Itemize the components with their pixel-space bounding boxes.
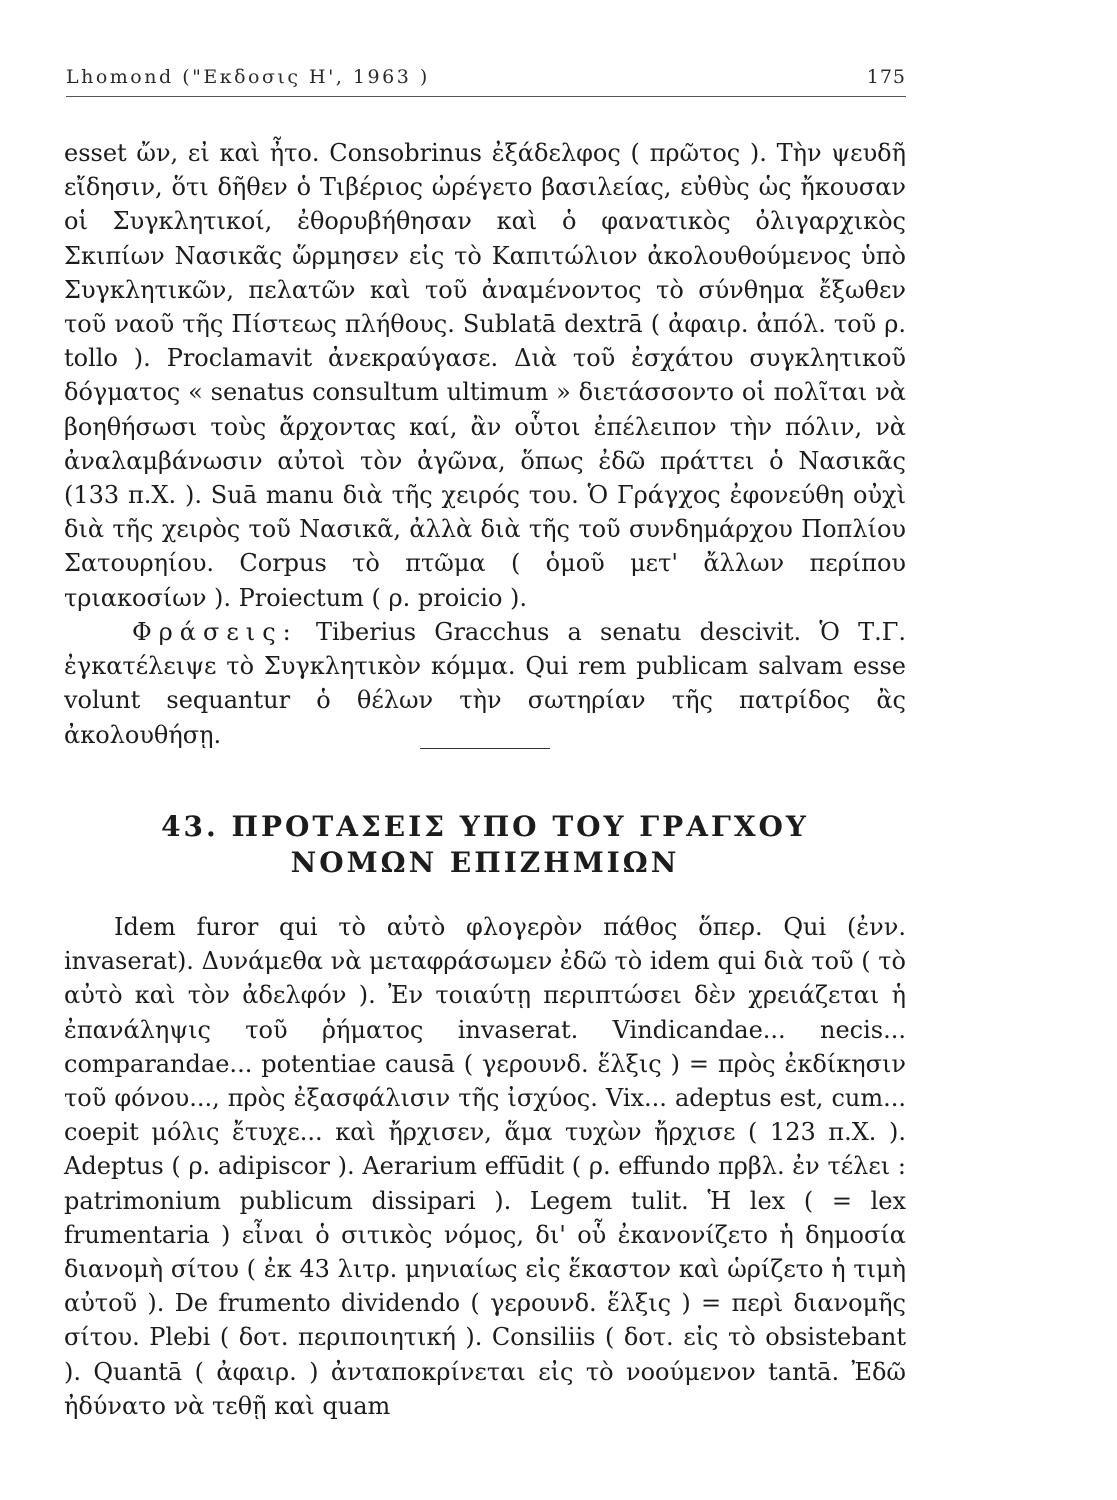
phrases-paragraph — [64, 615, 906, 752]
section-divider — [420, 748, 550, 749]
paragraph-commentary-1: esset ὤν, εἰ καὶ ἦτο. Consobrinus ἐξάδελφος ( πρῶτος ). Τὴν ψευδῆ εἴδησιν, ὅτι δῆθεν ὁ Τιβέριος ὠρέγετο βασιλείας, εὐθὺς ὡς ἤκουσαν οἱ Συγκλητικοί, ἐθορυβήθησαν καὶ ὁ φανατικὸς ὀλιγαρχικὸς Σκιπίων Νασικᾶς ὥρμησεν εἰς τὸ Καπιτώλιον ἀκολουθούμενος ὑπὸ Συγκλητικῶν, πελατῶν καὶ τοῦ ἀναμένοντος τὸ σύνθημα ἔξωθεν τοῦ ναοῦ τῆς Πίστεως πλήθους. Sublatā dextrā ( ἀφαιρ. ἀπόλ. τοῦ ρ. tollo ). Proclamavit ἀνεκραύγασε. Διὰ τοῦ ἐσχάτου συγκλητικοῦ δόγματος « senatus consultum ultimum » διετάσσοντο οἱ πολῖται νὰ βοηθήσωσι τοὺς ἄρχοντας καί, ἂν οὗτοι ἐπέλειπον τὴν πόλιν, νὰ ἀναλαμβάνωσιν αὐτοὶ τὸν ἀγῶνα, ὅπως ἐδῶ πράττει ὁ Νασικᾶς (133 π.Χ. ). Suā manu διὰ τῆς χειρός του. Ὁ Γράγχος ἐφονεύθη οὐχὶ διὰ τῆς χειρὸς τοῦ Νασικᾶ, ἀλλὰ διὰ τῆς τοῦ συνδημάρχου Ποπλίου Σατουρηίου. Corpus τὸ πτῶμα ( ὁμοῦ μετ' ἄλλων περίπου τριακοσίων ). Proiectum ( ρ. proicio ). — [64, 139, 906, 612]
paragraph-commentary-2: Idem furor qui τὸ αὐτὸ φλογερὸν πάθος ὅπερ. Qui (ἐνν. invaserat). Δυνάμεθα νὰ μεταφράσωμεν ἐδῶ τὸ idem qui διὰ τοῦ ( τὸ αὐτὸ καὶ τὸν ἀδελφόν ). Ἐν τοιαύτῃ περιπτώσει δὲν χρειάζεται ἡ ἐπανάληψις τοῦ ῥήματος invaserat. Vindicandae... necis... comparandae... potentiae causā ( γερουνδ. ἕλξις ) = πρὸς ἐκδίκησιν τοῦ φόνου..., πρὸς ἐξασφάλισιν τῆς ἰσχύος. Vix... adeptus est, cum... coepit μόλις ἔτυχε... καὶ ἤρχισεν, ἅμα τυχὼν ἤρχισε ( 123 π.Χ. ). Adeptus ( ρ. adipiscor ). Aerarium effūdit ( ρ. effundo πρβλ. ἐν τέλει : patrimonium publicum dissipari ). Legem tulit. Ἡ lex ( = lex frumentaria ) εἶναι ὁ σιτικὸς νόμος, δι' οὗ ἐκανονίζετο ἡ δημοσία διανομὴ σίτου ( ἐκ 43 λιτρ. μηνιαίως εἰς ἕκαστον καὶ ὡρίζετο ἡ τιμὴ αὐτοῦ ). De frumento dividendo ( γερουνδ. ἕλξις ) = περὶ διανομῆς σίτου. Plebi ( δοτ. περιποιητική ). Consiliis ( δοτ. εἰς τὸ obsistebant ). Quantā ( ἀφαιρ. ) ἀνταποκρίνεται εἰς τὸ νοούμενον tantā. Ἐδῶ ἠδύνατο νὰ τεθῇ καὶ quam — [64, 913, 906, 1420]
phrases-label: Φράσεις: — [132, 618, 298, 646]
phrases-text: Tiberius Gracchus a senatu descivit. Ὁ Τ.Γ. ἐγκατέλειψε τὸ Συγκλητικὸν κόμμα. Qui rem publicam salvam esse volunt sequantur ὁ θέλων τὴν σωτηρίαν τῆς πατρίδος ἂς ἀκολουθήσῃ. — [64, 618, 906, 749]
running-title: Lhomond ("Εκδοσις Η', 1963 ) — [66, 66, 430, 88]
header-rule — [66, 96, 906, 97]
section-title-line-1: 43. ΠΡΟΤΑΣΕΙΣ ΥΠΟ ΤΟΥ ΓΡΑΓΧΟΥ — [161, 810, 809, 843]
running-header — [66, 66, 906, 98]
page-number: 175 — [866, 66, 906, 88]
section-title-line-2: ΝΟΜΩΝ ΕΠΙΖΗΜΙΩΝ — [290, 846, 680, 879]
